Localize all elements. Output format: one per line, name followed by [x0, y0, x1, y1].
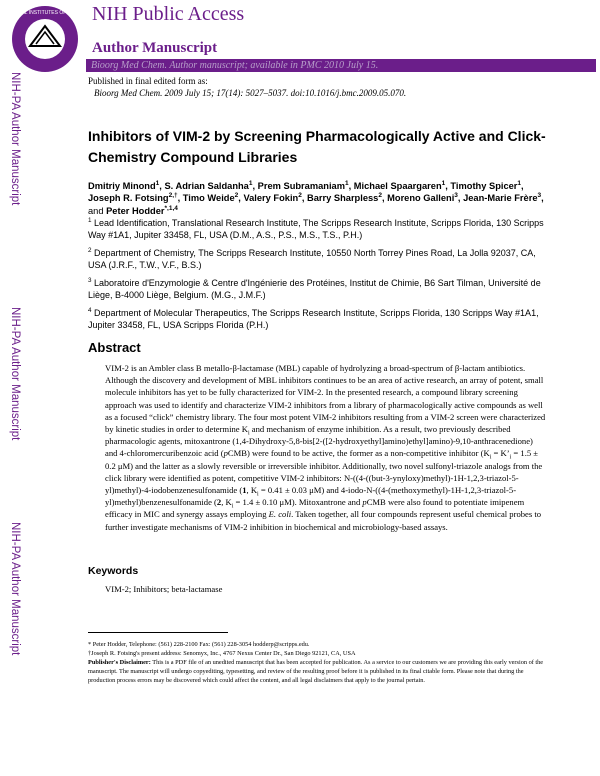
- author[interactable]: Dmitriy Minond$^1$: [88, 179, 160, 191]
- abstract-body: VIM-2 is an Ambler class B metallo-β-lactamase (MBL) capable of hydrolyzing a broad-spectrum of β-lactam antibiotics. Although the discovery and development of MBL inhibitors continues to be an area of active research, an array of potent, small molecule inhibitors has yet to be fully characterized for VIM-2. In the presented research, a compound library screening approach was used to identify and characterize VIM-2 inhibitors from a library of pharmacologically active compounds as well as a focused “click” chemistry library. The four most potent VIM-2 inhibitors resulting from a VIM-2 screen were characterized by kinetic studies in order to determine $K_i$ and mechanism of enzyme inhibition. As a result, two previously described pharmacologic agents, mitoxantrone (1,4-Dihydroxy-5,8-bis[2-([2-hydroxyethyl]amino)ethyl]amino)-9,10-anthracenedione) and 4-chloromercuribenzoic acid (pCMB) were found to be active, the former as a non-competitive inhibitor ($K_i$ = $K’_i = 1.5 \pm 0.2$ μM) and the latter as a slowly reversible or irreversible inhibitor. Additionally, two novel sulfonyl-triazole analogs from the click library were identified as potent, competitive VIM-2 inhibitors: N-((4-((but-3-ynyloxy)methyl)-1H-1,2,3-triazol-5-yl)methyl)-4-iodobenzenesulfonamide (1, $K_i = 0.41 \pm 0.03$ μM) and 4-iodo-N-((4-(methoxymethyl)-1H-1,2,3-triazol-5-yl)methyl)benzenesulfonamide (2, $K_i = 1.4 \pm 0.10$ μM). Mitoxantrone and pCMB were also found to potentiate imipenem efficacy in MIC and synergy assays employing E. coli. Taken together, all four compounds represent useful chemical probes to further investigate mechanisms of VIM-2 inhibition in biochemical and microbiology-based assays.: [105, 363, 546, 532]
- article-title: Inhibitors of VIM-2 by Screening Pharmacologically Active and Click-Chemistry Compound Libraries: [88, 128, 546, 165]
- affiliation: $^2$ Department of Chemistry, The Scripps Research Institute, 10550 North Torrey Pines Road, La Jolla 92037, CA, USA (J.R.F., T.W., V.F., B.S.): [88, 247, 536, 271]
- published-info: [88, 75, 508, 99]
- abstract-heading: Abstract: [88, 340, 141, 355]
- affiliation: $^4$ Department of Molecular Therapeutics, The Scripps Research Institute, Scripps Florida, 130 Scripps Way #1A1, Jupiter 33458, FL, USA Scripps Florida (P.H.): [88, 307, 539, 331]
- footnotes: [88, 640, 548, 685]
- author[interactable]: Timothy Spicer$^1$: [450, 179, 522, 191]
- author[interactable]: Peter Hodder$^{*,1,4}$: [106, 204, 178, 216]
- keywords-heading: Keywords: [88, 565, 139, 577]
- sidebar-label-3: NIH-PA Author Manuscript: [9, 522, 21, 656]
- nih-logo: [2, 4, 88, 74]
- published-line-1: Published in final edited form as:: [88, 76, 208, 86]
- author[interactable]: Prem Subramaniam$^1$: [257, 179, 349, 191]
- footnote-corresponding: * Peter Hodder, Telephone: (561) 228-2100 Fax: (561) 228-3054 hodderp@scripps.edu.: [88, 641, 310, 648]
- author[interactable]: Michael Spaargaren$^1$: [353, 179, 446, 191]
- sidebar-watermark: [0, 72, 24, 672]
- author-list: Dmitriy Minond$^1$, S. Adrian Saldanha$^1$, Prem Subramaniam$^1$, Michael Spaargaren$^1$, Timothy Spicer$^1$, Joseph R. Fotsing$^{2,\dagger}$, Timo Weide$^2$, Valery Fokin$^2$, Barry Sharpless$^2$, Moreno Galleni$^3$, Jean-Marie Frère$^3$, and Peter Hodder$^{*,1,4}$: [88, 179, 544, 216]
- keywords-list: VIM-2; Inhibitors; beta-lactamase: [105, 584, 223, 594]
- author[interactable]: Timo Weide$^2$: [182, 192, 239, 204]
- author[interactable]: Moreno Galleni$^3$: [387, 192, 458, 204]
- affiliation: $^3$ Laboratoire d'Enzymologie & Centre d'Ingénierie des Protéines, Institut de Chimie, B6 Sart Tilman, Université de Liège, B-4000 Liège, Belgium. (M.G., J.M.F.): [88, 277, 541, 301]
- page-header-subtitle: Author Manuscript: [92, 40, 218, 56]
- publisher-disclaimer: Publisher's Disclaimer: This is a PDF file of an unedited manuscript that has been accepted for publication. As a service to our customers we are providing this early version of the manuscript. The manuscript will undergo copyediting, typesetting, and review of the resulting proof before it is published in its final citable form. Please note that during the production process errors may be discovered which could affect the content, and all legal disclaimers that apply to the journal pertain.: [88, 659, 544, 684]
- author[interactable]: Jean-Marie Frère$^3$: [463, 192, 542, 204]
- affiliation: $^1$ Lead Identification, Translational Research Institute, The Scripps Research Institute, Scripps Florida, 130 Scripps Way #1A1, Jupiter 33458, FL, USA (D.M., A.S., P.S., M.S., T.S., P.H.): [88, 217, 544, 241]
- logo-text: NATIONAL INSTITUTES OF HEALTH: [2, 10, 88, 16]
- author[interactable]: Barry Sharpless$^2$: [307, 192, 382, 204]
- footnote-present-address: †Joseph R. Fotsing's present address: Senomyx, Inc., 4767 Nexus Center Dr., San Diego 92121, CA, USA: [88, 650, 356, 657]
- author[interactable]: Joseph R. Fotsing$^{2,\dagger}$: [88, 192, 178, 204]
- sidebar-label-2: NIH-PA Author Manuscript: [9, 307, 21, 441]
- author[interactable]: S. Adrian Saldanha$^1$: [164, 179, 253, 191]
- author[interactable]: Valery Fokin$^2$: [243, 192, 302, 204]
- sidebar-label-1: NIH-PA Author Manuscript: [9, 72, 21, 206]
- footnote-divider: [88, 632, 228, 633]
- journal-availability-bar: Bioorg Med Chem. Author manuscript; available in PMC 2010 July 15.: [86, 59, 596, 72]
- page-header-title: NIH Public Access: [92, 3, 245, 25]
- citation-link[interactable]: Bioorg Med Chem. 2009 July 15; 17(14): 5027–5037. doi:10.1016/j.bmc.2009.05.070.: [94, 88, 407, 98]
